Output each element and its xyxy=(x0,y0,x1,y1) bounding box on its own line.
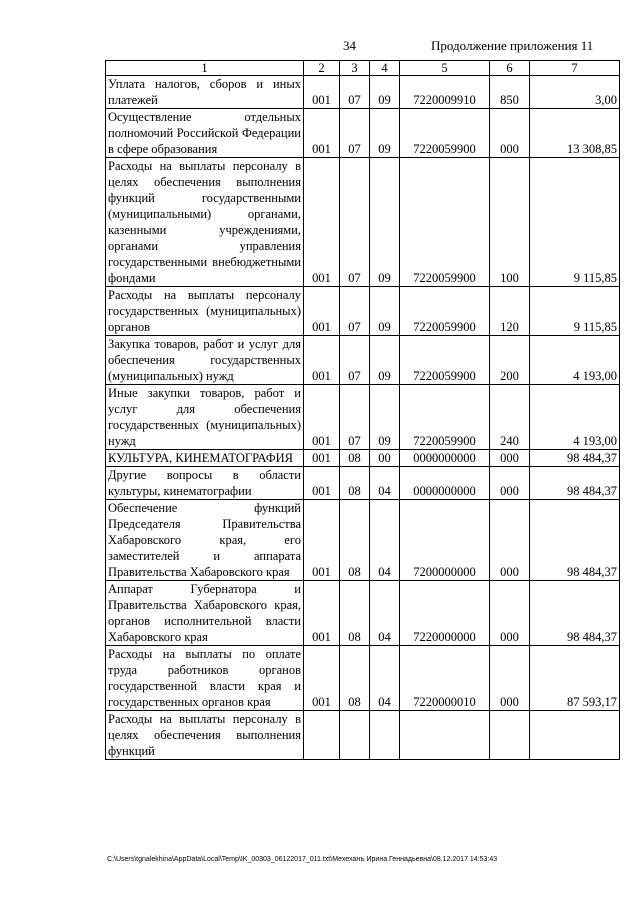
cell-amount: 87 593,17 xyxy=(530,646,620,711)
table-row xyxy=(106,500,620,581)
cell-section-code: 07 xyxy=(340,287,370,336)
cell-section-code: 07 xyxy=(340,76,370,109)
table-row xyxy=(106,76,620,109)
cell-amount: 3,00 xyxy=(530,76,620,109)
cell-amount: 13 308,85 xyxy=(530,109,620,158)
row-name: Расходы на выплаты по оплате труда работников органов государственной власти края и государственных органов края xyxy=(106,646,304,711)
column-number: 4 xyxy=(370,61,400,76)
table-row xyxy=(106,467,620,500)
cell-target-article: 7220000000 xyxy=(400,581,490,646)
cell-ministry-code: 001 xyxy=(304,581,340,646)
cell-expense-type: 000 xyxy=(490,450,530,467)
row-name: Аппарат Губернатора и Правительства Хабаровского края, органов исполнительной власти Хабаровского края xyxy=(106,581,304,646)
cell-target-article: 7220009910 xyxy=(400,76,490,109)
cell-section-code: 08 xyxy=(340,581,370,646)
cell-subsection-code: 09 xyxy=(370,287,400,336)
column-number: 1 xyxy=(106,61,304,76)
cell-subsection-code: 09 xyxy=(370,158,400,287)
column-number: 7 xyxy=(530,61,620,76)
row-name: Другие вопросы в области культуры, кинематографии xyxy=(106,467,304,500)
cell-subsection-code: 04 xyxy=(370,500,400,581)
cell-target-article: 7220059900 xyxy=(400,109,490,158)
cell-section-code: 07 xyxy=(340,385,370,450)
cell-target-article: 0000000000 xyxy=(400,450,490,467)
table-row xyxy=(106,109,620,158)
cell-section-code: 07 xyxy=(340,109,370,158)
cell-expense-type: 120 xyxy=(490,287,530,336)
cell-subsection-code: 09 xyxy=(370,109,400,158)
cell-amount: 98 484,37 xyxy=(530,581,620,646)
cell-ministry-code: 001 xyxy=(304,385,340,450)
cell-subsection-code: 09 xyxy=(370,385,400,450)
cell-ministry-code: 001 xyxy=(304,287,340,336)
table-row xyxy=(106,158,620,287)
cell-amount: 98 484,37 xyxy=(530,500,620,581)
appendix-continuation-note: Продолжение приложения 11 xyxy=(431,38,594,53)
column-number: 2 xyxy=(304,61,340,76)
cell-section-code: 08 xyxy=(340,646,370,711)
cell-ministry-code: 001 xyxy=(304,158,340,287)
cell-section-code: 08 xyxy=(340,467,370,500)
column-number: 3 xyxy=(340,61,370,76)
cell-subsection-code: 04 xyxy=(370,467,400,500)
cell-subsection-code: 04 xyxy=(370,581,400,646)
cell-ministry-code: 001 xyxy=(304,336,340,385)
table-row xyxy=(106,385,620,450)
cell-ministry-code: 001 xyxy=(304,450,340,467)
cell-ministry-code: 001 xyxy=(304,467,340,500)
row-name: Уплата налогов, сборов и иных платежей xyxy=(106,76,304,109)
table-row xyxy=(106,336,620,385)
row-name: Осуществление отдельных полномочий Российской Федерации в сфере образования xyxy=(106,109,304,158)
cell-target-article xyxy=(400,711,490,760)
cell-target-article: 7200000000 xyxy=(400,500,490,581)
cell-ministry-code: 001 xyxy=(304,646,340,711)
cell-expense-type: 000 xyxy=(490,109,530,158)
cell-ministry-code: 001 xyxy=(304,500,340,581)
row-name: Расходы на выплаты персоналу государственных (муниципальных) органов xyxy=(106,287,304,336)
cell-section-code xyxy=(340,711,370,760)
cell-amount: 98 484,37 xyxy=(530,450,620,467)
row-name: Расходы на выплаты персоналу в целях обеспечения выполнения функций государственными (муниципальными) органами, казенными учреждениями, органами управления государственными внебюджетными фондами xyxy=(106,158,304,287)
row-name: Обеспечение функций Председателя Правительства Хабаровского края, его заместителей и аппарата Правительства Хабаровского края xyxy=(106,500,304,581)
cell-target-article: 7220059900 xyxy=(400,287,490,336)
cell-subsection-code xyxy=(370,711,400,760)
cell-expense-type: 000 xyxy=(490,467,530,500)
cell-subsection-code: 00 xyxy=(370,450,400,467)
cell-amount xyxy=(530,711,620,760)
cell-section-code: 07 xyxy=(340,158,370,287)
cell-expense-type xyxy=(490,711,530,760)
cell-expense-type: 100 xyxy=(490,158,530,287)
column-number: 5 xyxy=(400,61,490,76)
cell-amount: 9 115,85 xyxy=(530,158,620,287)
cell-target-article: 7220059900 xyxy=(400,158,490,287)
row-name: Иные закупки товаров, работ и услуг для обеспечения государственных (муниципальных) нужд xyxy=(106,385,304,450)
cell-amount: 9 115,85 xyxy=(530,287,620,336)
column-number: 6 xyxy=(490,61,530,76)
cell-expense-type: 000 xyxy=(490,646,530,711)
column-number-row xyxy=(106,61,620,76)
budget-table xyxy=(105,60,620,760)
cell-target-article: 7220059900 xyxy=(400,336,490,385)
cell-ministry-code xyxy=(304,711,340,760)
cell-expense-type: 200 xyxy=(490,336,530,385)
file-path-footer: C:\Users\tgnalekhina\AppData\Local\Temp\IK_00303_06122017_011.txt\Мехеханъ Ирина Геннадьевна\08.12.2017 14:53:43 xyxy=(107,856,498,863)
cell-section-code: 08 xyxy=(340,450,370,467)
cell-amount: 98 484,37 xyxy=(530,467,620,500)
page-number: 34 xyxy=(343,38,356,53)
table-row xyxy=(106,287,620,336)
cell-subsection-code: 09 xyxy=(370,336,400,385)
table-row xyxy=(106,581,620,646)
cell-ministry-code: 001 xyxy=(304,109,340,158)
cell-ministry-code: 001 xyxy=(304,76,340,109)
cell-expense-type: 240 xyxy=(490,385,530,450)
cell-expense-type: 850 xyxy=(490,76,530,109)
cell-subsection-code: 09 xyxy=(370,76,400,109)
cell-section-code: 07 xyxy=(340,336,370,385)
table-row xyxy=(106,646,620,711)
cell-expense-type: 000 xyxy=(490,500,530,581)
cell-target-article: 7220000010 xyxy=(400,646,490,711)
row-name: Закупка товаров, работ и услуг для обеспечения государственных (муниципальных) нужд xyxy=(106,336,304,385)
cell-target-article: 0000000000 xyxy=(400,467,490,500)
cell-section-code: 08 xyxy=(340,500,370,581)
cell-amount: 4 193,00 xyxy=(530,336,620,385)
cell-expense-type: 000 xyxy=(490,581,530,646)
table-row xyxy=(106,711,620,760)
row-name: КУЛЬТУРА, КИНЕМАТОГРАФИЯ xyxy=(106,450,304,467)
table-row xyxy=(106,450,620,467)
row-name: Расходы на выплаты персоналу в целях обеспечения выполнения функций xyxy=(106,711,304,760)
cell-target-article: 7220059900 xyxy=(400,385,490,450)
cell-subsection-code: 04 xyxy=(370,646,400,711)
cell-amount: 4 193,00 xyxy=(530,385,620,450)
